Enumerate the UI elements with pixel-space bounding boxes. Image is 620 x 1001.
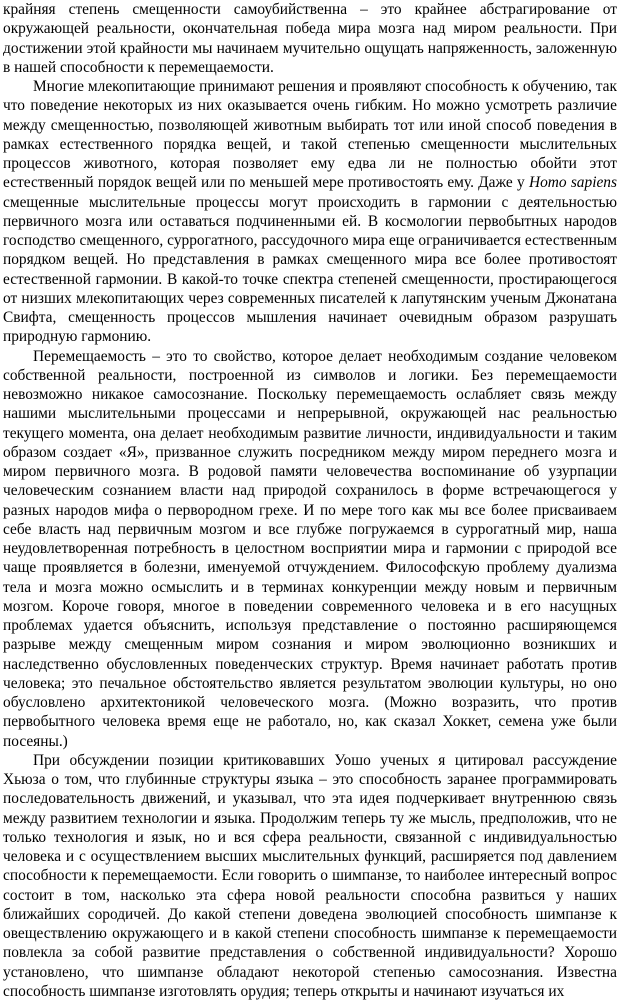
paragraph (3, 0, 617, 77)
paragraph-text: крайняя степень смещенности самоубийственна – это крайнее абстрагирование от окружающей реальности, окончательная победа мира мозга над миром реальности. При достижении этой крайности мы начинаем мучительно ощущать напряженность, заложенную в нашей способности к перемещаемости. (3, 1, 617, 76)
paragraph-text: При обсуждении позиции критиковавших Уошо ученых я цитировал рассуждение Хьюза о том, что глубинные структуры языка – это способность заранее программировать последовательность движений, и указывал, что эта идея подчеркивает внутреннюю связь между развитием технологии и языка. Продолжим теперь ту же мысль, предположив, что не только технология и язык, но и вся сфера реальности, связанной с индивидуальностью человека и с осуществлением высших мыслительных функций, расширяется под давлением способности к перемещаемости. Если говорить о шимпанзе, то наиболее интересный вопрос состоит в том, насколько эта сфера новой реальности способна развиться у наших ближайших сородичей. До какой степени доведена эволюцией способность шимпанзе к овеществлению окружающего и в какой степени способность шимпанзе к перемещаемости повлекла за собой развитие представления о собственной индивидуальности? Хорошо установлено, что шимпанзе обладают некоторой степенью самосознания. Известна способность шимпанзе изготовлять орудия; теперь открыты и начинают изучаться их (3, 751, 617, 1000)
paragraph (3, 347, 617, 751)
paragraph (3, 751, 617, 1001)
document-page (3, 0, 617, 1001)
paragraph-text: Перемещаемость – это то свойство, которое делает необходимым создание человеком собственной реальности, построенной из символов и логики. Без перемещаемости невозможно никакое самосознание. Поскольку перемещаемость ослабляет связь между нашими мыслительными процессами и непрерывной, окружающей нас реальностью текущего момента, она делает необходимым развитие личности, индивидуальности и таким образом создает «Я», призванное служить посредником между миром переднего мозга и миром первичного мозга. В родовой памяти человечества воспоминание об узурпации человеческим сознанием власти над природой сохранилось в форме встречающегося у разных народов мифа о первородном грехе. И по мере того как мы все более присваиваем себе власть над первичным мозгом и все глубже погружаемся в суррогатный мир, наша неудовлетворенная потребность в целостном восприятии мира и гармонии с природой все чаще проявляется в болезни, именуемой отчуждением. Философскую проблему дуализма тела и мозга можно осмыслить и в терминах конкуренции между новым и первичным мозгом. Короче говоря, многое в поведении современного человека и в его насущных проблемах удается объяснить, используя представление о постоянно расширяющемся разрыве между смещенным миром сознания и миром эволюционно возникших и наследственно обусловленных поведенческих структур. Время начинает работать против человека; это печальное обстоятельство является результатом эволюции культуры, но оно обусловлено архитектоникой человеческого мозга. (Можно возразить, что против первобытного человека время еще не работало, но, как сказал Хоккет, семена уже были посеяны.) (3, 347, 617, 750)
paragraph-text: смещенные мыслительные процессы могут происходить в гармонии с деятельностью первичного мозга или оставаться подчиненными ей. В космологии первобытных народов господство смещенного, суррогатного, рассудочного мира еще ограничивается естественным порядком вещей. Но представления в рамках смещенного мира все более противостоят естественной гармонии. В какой-то точке спектра степеней смещенности, простирающегося от низших млекопитающих через современных писателей к лапутянским ученым Джонатана Свифта, смещенность процессов мышления начинает очевидным образом разрушать природную гармонию. (3, 193, 617, 346)
latin-term: Homo sapiens (528, 174, 617, 192)
paragraph (3, 77, 617, 347)
paragraph-text: Многие млекопитающие принимают решения и проявляют способность к обучению, так что поведение некоторых из них оказывается очень гибким. Но можно усмотреть различие между смещенностью, позволяющей животным выбирать тот или иной способ поведения в рамках естественного порядка вещей, и такой степенью смещенности мыслительных процессов животного, которая позволяет ему едва ли не полностью обойти этот естественный порядок вещей или по меньшей мере противостоять ему. Даже у (3, 78, 617, 192)
